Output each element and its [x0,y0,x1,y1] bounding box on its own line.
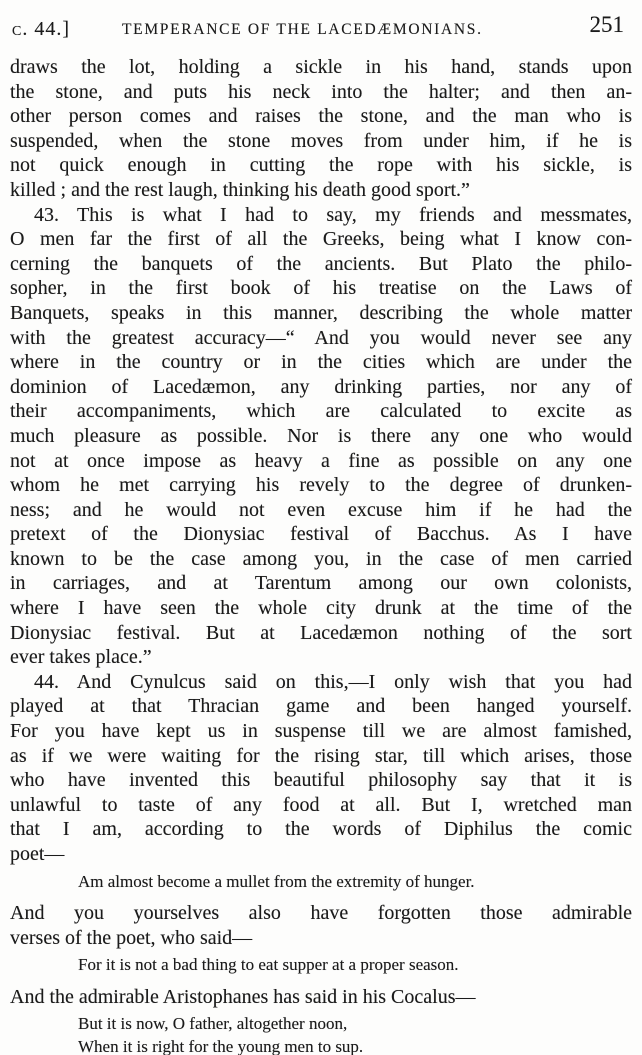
paragraph [10,203,632,670]
text-line: And you yourselves also have forgotten those admirable [10,902,632,925]
text-line: dominion of Lacedæmon, any drinking parties, nor any of [10,375,632,398]
text-line: 44. And Cynulcus said on this,—I only wish that you had [34,670,632,693]
paragraph [10,670,632,867]
paragraph [10,985,632,1010]
text-line: Banquets, speaks in this manner, describing the whole matter [10,301,632,324]
verse-line: For it is not a bad thing to eat supper at a proper season. [78,955,459,975]
text-line: not quick enough in cutting the rope with his sickle, is [10,154,632,177]
text-line: 43. This is what I had to say, my friends and messmates, [34,203,632,226]
text-line: poet— [10,843,65,865]
text-line: where I have seen the whole city drunk at the time of the [10,597,632,620]
text-line: killed ; and the rest laugh, thinking his death good sport.” [10,178,470,201]
text-line: For you have kept us in suspense till we are almost famished, [10,720,632,743]
text-line: verses of the poet, who said— [10,926,253,949]
text-line: Dionysiac festival. But at Lacedæmon nothing of the sort [10,621,632,644]
text-line: the stone, and puts his neck into the halter; and then an- [10,80,632,103]
text-line: ever takes place.” [10,646,152,669]
text-line: unlawful to taste of any food at all. But I, wretched man [10,793,632,816]
text-line: much pleasure as possible. Nor is there any one who would [10,424,632,447]
page-number: 251 [589,12,624,37]
page-body [10,55,632,1055]
verse-line: But it is now, O father, altogether noon, [78,1014,348,1034]
text-line: with the greatest accuracy—“ And you would never see any [10,326,632,349]
text-line: sopher, in the first book of his treatise on the Laws of [10,277,632,300]
page-header [10,12,632,46]
paragraph [10,901,632,950]
verse-block [78,1013,632,1055]
text-line: suspended, when the stone moves from under him, if he is [10,129,632,152]
verse-line: When it is right for the young men to sup. [78,1036,364,1055]
text-line: And the admirable Aristophanes has said in his Cocalus— [10,985,476,1008]
text-line: known to be the case among you, in the case of men carried [10,547,632,570]
text-line: their accompaniments, which are calculated to excite as [10,400,632,423]
text-line: where in the country or in the cities which are under the [10,351,632,374]
chapter-marker: c. 44.] [12,18,70,40]
text-line: not at once impose as heavy a fine as possible on any one [10,449,632,472]
verse-block [78,871,632,894]
verse-block [78,954,632,977]
text-line: in carriages, and at Tarentum among our own colonists, [10,572,632,595]
text-line: as if we were waiting for the rising star, till which arises, those [10,744,632,767]
text-line: draws the lot, holding a sickle in his hand, stands upon [10,56,632,78]
text-line: other person comes and raises the stone, and the man who is [10,105,632,128]
text-line: pretext of the Dionysiac festival of Bacchus. As I have [10,523,632,546]
text-line: that I am, according to the words of Diphilus the comic [10,818,632,841]
text-line: cerning the banquets of the ancients. But Plato the philo- [10,252,632,275]
paragraph [10,55,632,203]
running-title: TEMPERANCE OF THE LACEDÆMONIANS. [121,21,483,38]
text-line: ness; and he would not even excuse him if he had the [10,498,632,521]
text-line: played at that Thracian game and been hanged yourself. [10,695,632,718]
verse-line: Am almost become a mullet from the extremity of hunger. [78,871,475,891]
text-line: whom he met carrying his revely to the degree of drunken- [10,474,632,497]
text-line: O men far the first of all the Greeks, being what I know con- [10,228,632,251]
text-line: who have invented this beautiful philosophy say that it is [10,769,632,792]
